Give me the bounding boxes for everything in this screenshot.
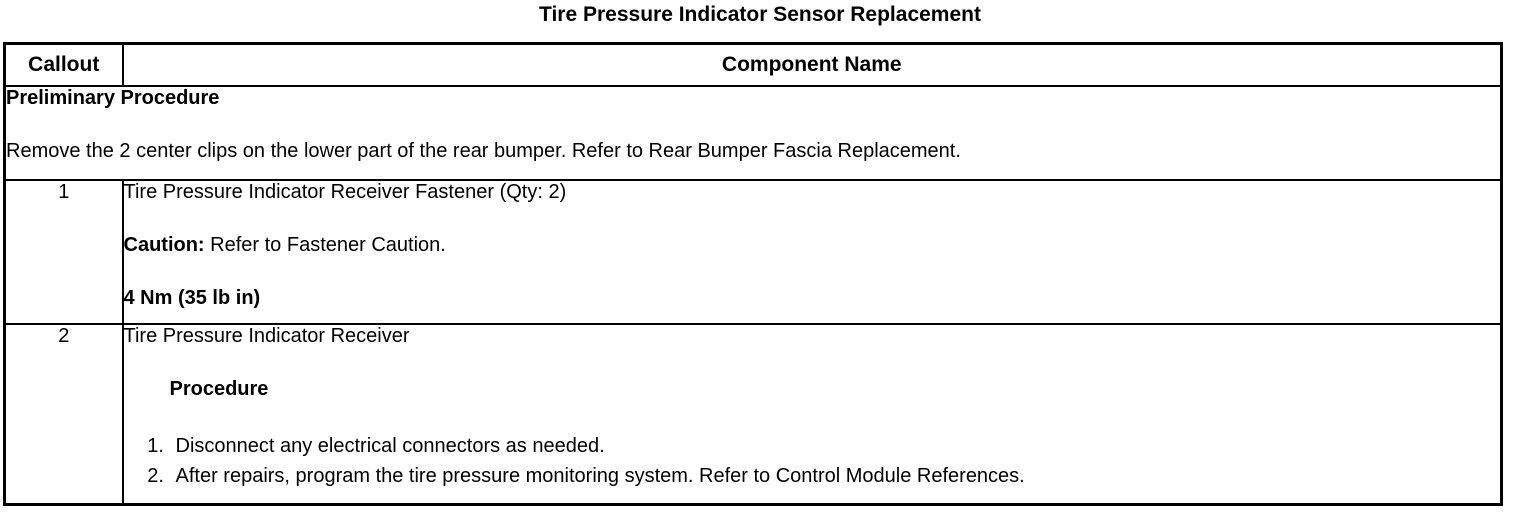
callout-number: 1	[5, 180, 123, 324]
torque-spec: 4 Nm (35 lb in)	[123, 287, 261, 309]
preliminary-procedure-cell	[5, 86, 1502, 180]
table-row	[5, 324, 1502, 505]
procedure-step: 2. After repairs, program the tire pressure monitoring system. Refer to Control Module References.	[170, 461, 1501, 491]
callout-number: 2	[5, 324, 123, 505]
component-table	[3, 42, 1503, 506]
caution-label: Caution:	[123, 234, 205, 256]
component-cell	[123, 324, 1502, 505]
preliminary-procedure-text: Remove the 2 center clips on the lower part of the rear bumper. Refer to Rear Bumper Fascia Replacement.	[6, 140, 961, 162]
procedure-step: 1. Disconnect any electrical connectors as needed.	[170, 431, 1501, 461]
procedure-steps-list	[124, 431, 1501, 491]
page-title: Tire Pressure Indicator Sensor Replacement	[539, 3, 981, 26]
procedure-heading: Procedure	[169, 378, 269, 400]
preliminary-procedure-heading: Preliminary Procedure	[6, 87, 220, 109]
table-row	[5, 180, 1502, 324]
table-header-row	[5, 44, 1502, 87]
component-name-text: Tire Pressure Indicator Receiver	[123, 325, 410, 347]
column-header-callout: Callout	[5, 44, 123, 87]
component-cell	[123, 180, 1502, 324]
preliminary-procedure-row	[5, 86, 1502, 180]
column-header-component-name: Component Name	[123, 44, 1502, 87]
caution-text: Refer to Fastener Caution.	[204, 234, 446, 256]
caution-line	[124, 234, 1501, 257]
component-name-text: Tire Pressure Indicator Receiver Fastener (Qty: 2)	[123, 181, 567, 203]
